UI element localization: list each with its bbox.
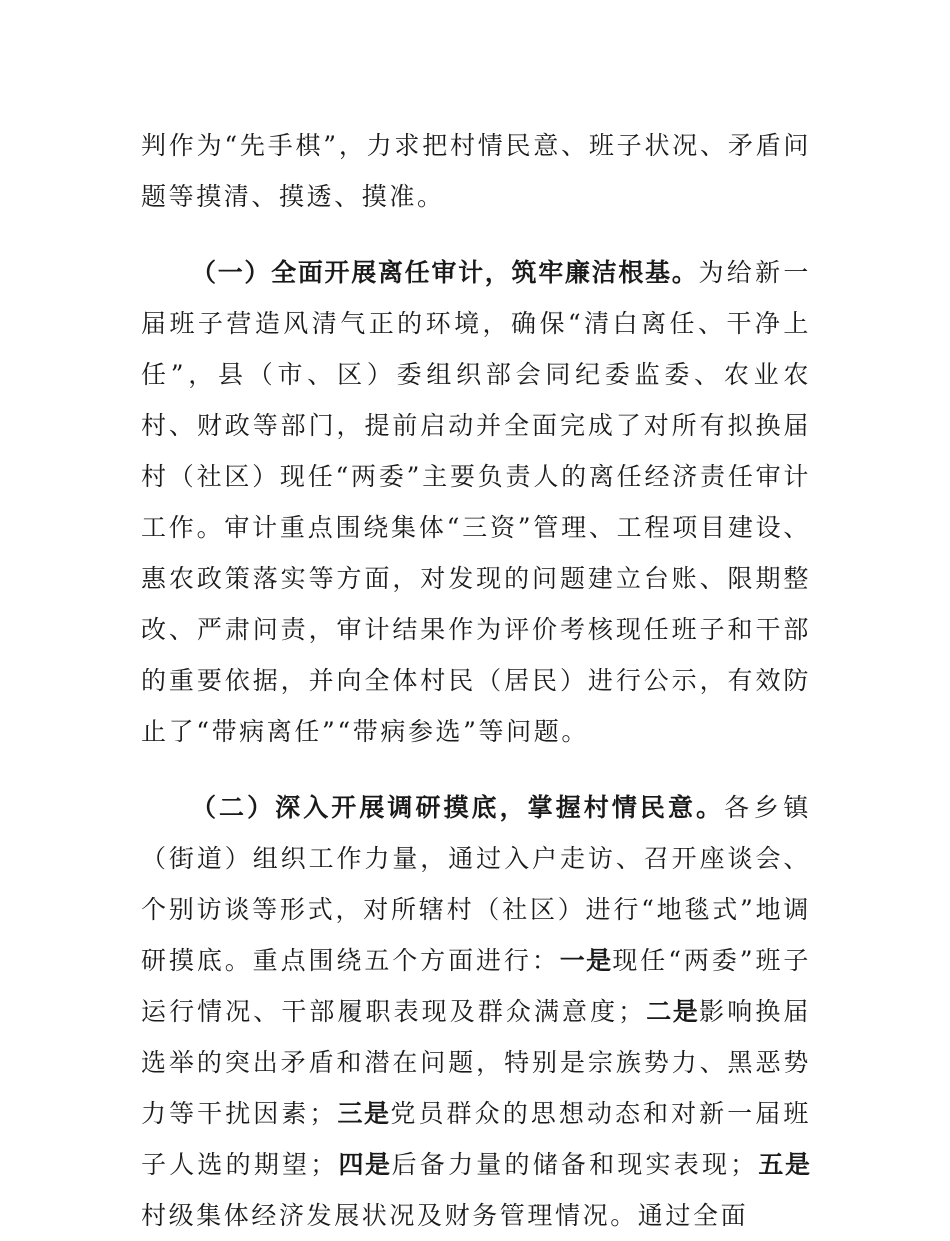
list-text-1: 现任“两委”班子运行情况、干部履职表现及群众满意度； xyxy=(141,946,811,1026)
list-marker-5: 五是 xyxy=(757,1150,811,1179)
paragraph-continued xyxy=(141,120,811,222)
paragraph-text: 各乡镇（街道）组织工作力量，通过入户走访、召开座谈会、个别访谈等形式，对所辖村（社区）进行“地毯式”地调研摸底。重点围绕五个方面进行： xyxy=(141,793,811,975)
section-heading-survey: （二）深入开展调研摸底，掌握村情民意。 xyxy=(191,793,725,822)
list-text-5: 村级集体经济发展状况及财务管理情况。通过全面 xyxy=(141,1201,749,1230)
list-marker-3: 三是 xyxy=(337,1099,391,1128)
section-heading-audit: （一）全面开展离任审计，筑牢廉洁根基。 xyxy=(191,258,699,287)
paragraph-text: 为给新一届班子营造风清气正的环境，确保“清白离任、干净上任”，县（市、区）委组织部会同纪委监委、农业农村、财政等部门，提前启动并全面完成了对所有拟换届村（社区）现任“两委”主要负责人的离任经济责任审计工作。审计重点围绕集体“三资”管理、工程项目建设、惠农政策落实等方面，对发现的问题建立台账、限期整改、严肃问责，审计结果作为评价考核现任班子和干部的重要依据，并向全体村民（居民）进行公示，有效防止了“带病离任”“带病参选”等问题。 xyxy=(141,258,811,746)
list-text-4: 后备力量的储备和现实表现； xyxy=(391,1150,758,1179)
paragraph-survey xyxy=(141,782,811,1241)
list-marker-2: 二是 xyxy=(645,997,700,1026)
paragraph-text: 判作为“先手棋”，力求把村情民意、班子状况、矛盾问题等摸清、摸透、摸准。 xyxy=(141,131,811,211)
list-marker-4: 四是 xyxy=(337,1150,392,1179)
list-text-3: 党员群众的思想动态和对新一届班子人选的期望； xyxy=(141,1099,811,1179)
list-text-2: 影响换届选举的突出矛盾和潜在问题，特别是宗族势力、黑恶势力等干扰因素； xyxy=(141,997,811,1128)
paragraph-audit xyxy=(141,247,811,757)
list-marker-1: 一是 xyxy=(559,946,613,975)
document-body xyxy=(141,120,811,1241)
